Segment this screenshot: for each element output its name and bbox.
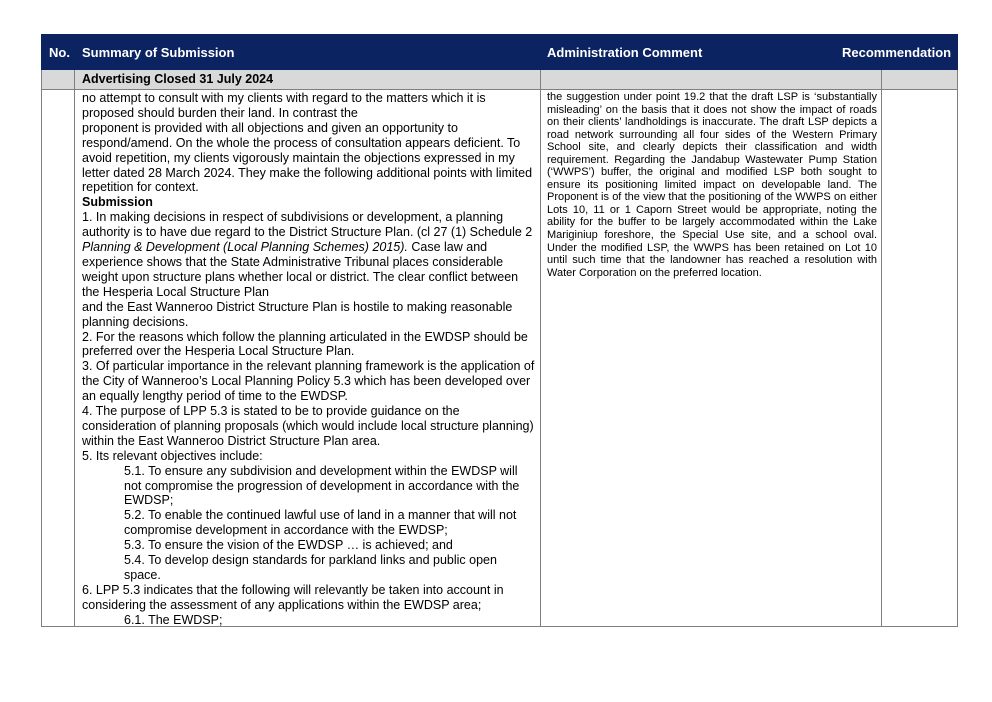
point-6-1: 6.1. The EWDSP; (124, 612, 223, 627)
point-5-2: 5.2. To enable the continued lawful use of land in a manner that will not compromise development in accordance with the EWDSP; (124, 508, 517, 538)
point-1-continued: and the East Wanneroo District Structure Plan is hostile to making reasonable planning decisions. (82, 299, 513, 329)
section-title: Advertising Closed 31 July 2024 (82, 72, 274, 86)
column-divider (881, 90, 882, 626)
point-6: 6. LPP 5.3 indicates that the following will relevantly be taken into account in considering the assessment of any applications within the EWDSP area; (82, 582, 504, 612)
summary-intro-1: no attempt to consult with my clients with regard to the matters which it is proposed should burden their land. In contrast the (82, 91, 486, 120)
point-2: 2. For the reasons which follow the planning articulated in the EWDSP should be preferred over the Hesperia Local Structure Plan. (82, 329, 528, 359)
submission-heading: Submission (82, 195, 153, 210)
point-1: 1. In making decisions in respect of subdivisions or development, a planning authority is to have due regard to the District Structure Plan. (cl 27 (1) Schedule 2 Planning & Development (Local Planning Schemes) 2015). Case law and experience shows that the State Administrative Tribunal places considerable weight upon structure plans whether local or district. The clear conflict between the Hesperia Local Structure Plan (82, 210, 533, 299)
point-5-1: 5.1. To ensure any subdivision and development within the EWDSP will not compromise the progression of development in accordance with the EWDSP; (124, 463, 520, 508)
header-summary: Summary of Submission (82, 45, 235, 60)
submissions-table (41, 34, 958, 627)
point-5-4: 5.4. To develop design standards for parkland links and public open space. (124, 553, 497, 582)
column-divider (540, 90, 541, 626)
column-divider (74, 90, 75, 626)
summary-cell (82, 91, 537, 628)
table-header (41, 34, 958, 70)
submission-row (41, 89, 958, 627)
summary-intro-2: proponent is provided with all objections and given an opportunity to respond/amend. On the whole the process of consultation appears deficient. To avoid repetition, my clients vigorously maintain the objections expressed in my letter dated 28 March 2024. They make the following additional points with limited repetition for context. (82, 120, 533, 195)
section-row (41, 70, 958, 89)
header-recommendation: Recommendation (842, 45, 952, 60)
point-4: 4. The purpose of LPP 5.3 is stated to be to provide guidance on the consideration of planning proposals (which would include local structure planning) within the East Wanneroo District Structure Plan area. (82, 404, 534, 448)
point-5-3: 5.3. To ensure the vision of the EWDSP … is achieved; and (124, 538, 453, 553)
header-admin-comment: Administration Comment (547, 45, 703, 60)
point-5: 5. Its relevant objectives include: (82, 448, 263, 463)
point-3: 3. Of particular importance in the relevant planning framework is the application of the City of Wanneroo’s Local Planning Policy 5.3 which has been developed over an equally lengthy period of time to the EWDSP. (82, 359, 535, 404)
header-no: No. (49, 45, 70, 60)
admin-comment-cell: the suggestion under point 19.2 that the draft LSP is ‘substantially misleading’ on the basis that it does not show the impact of roads on their clients’ landholdings is inaccurate. The draft LSP depicts a road network surrounding all four sides of the Western Primary School site, and clearly depicts their classification and width requirement. Regarding the Jandabup Wastewater Pump Station (‘WWPS’) buffer, the original and modified LSP both sought to ensure its positioning limited impact on developable land. The Proponent is of the view that the positioning of the WWPS on either Lots 10, 11 or 1 Caporn Street would be appropriate, noting the ability for the buffer to be largely accommodated within the Lake Mariginiup foreshore, the Special Use site, and a school oval. Under the modified LSP, the WWPS has been retained on Lot 10 until such time that the landowner has reached a resolution with Water Corporation on the preferred location. (547, 91, 877, 279)
